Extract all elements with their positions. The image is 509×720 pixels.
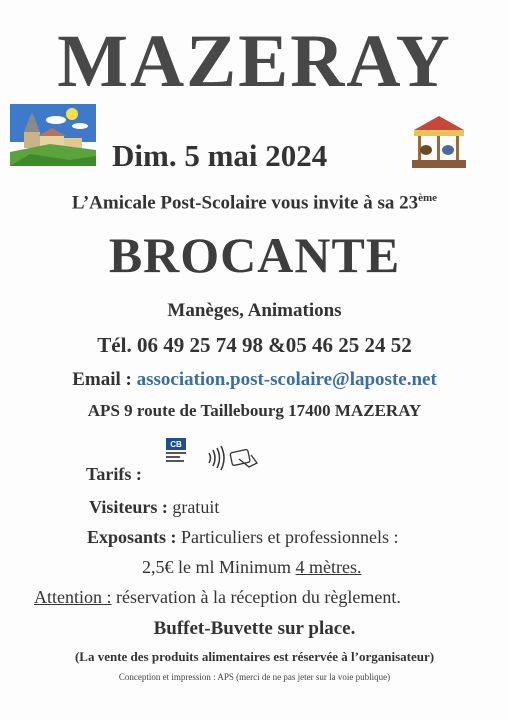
price-text: 2,5€ le ml Minimum	[142, 557, 296, 577]
svg-text:CB: CB	[170, 440, 182, 449]
exposants-value: Particuliers et professionnels :	[181, 527, 399, 547]
attractions: Manèges, Animations	[167, 300, 342, 321]
buffet-notice: Buffet-Buvette sur place.	[153, 618, 356, 639]
exposants-row	[87, 526, 398, 548]
exposants-label: Exposants :	[87, 527, 177, 547]
price-minimum: 4 mètres.	[295, 557, 362, 577]
invitation-text: L’Amicale Post-Scolaire vous invite à sa 23	[71, 192, 419, 214]
invitation-line	[0, 186, 509, 215]
visiteurs-value: gratuit	[172, 497, 220, 517]
visiteurs-label: Visiteurs :	[89, 497, 168, 517]
conception-footer: Conception et impression : APS (merci de ne pas jeter sur la voie publique)	[118, 672, 391, 682]
attention-label: Attention :	[34, 587, 112, 607]
contactless-payment-icon	[205, 445, 259, 471]
attention-row	[34, 586, 401, 608]
tarifs-label: Tarifs :	[86, 464, 142, 484]
page-title: MAZERAY	[57, 20, 452, 103]
telephone: Tél. 06 49 25 74 98 &05 46 25 24 52	[97, 333, 412, 357]
email-row	[0, 369, 509, 391]
invitation-ordinal: ème	[418, 192, 438, 204]
village-illustration-icon	[10, 104, 96, 166]
visiteurs-row	[89, 496, 219, 518]
price-row	[142, 556, 362, 578]
carousel-illustration-icon	[410, 114, 468, 172]
postal-address: APS 9 route de Taillebourg 17400 MAZERAY	[87, 401, 422, 420]
email-label: Email :	[72, 369, 132, 390]
event-date: Dim. 5 mai 2024	[112, 138, 328, 173]
cb-card-icon	[165, 437, 187, 465]
event-name: BROCANTE	[108, 227, 401, 283]
email-address[interactable]: association.post-scolaire@laposte.net	[136, 369, 437, 390]
food-sale-note: (La vente des produits alimentaires est réservée à l’organisateur)	[74, 649, 435, 664]
attention-text: réservation à la réception du règlement.	[116, 587, 401, 607]
